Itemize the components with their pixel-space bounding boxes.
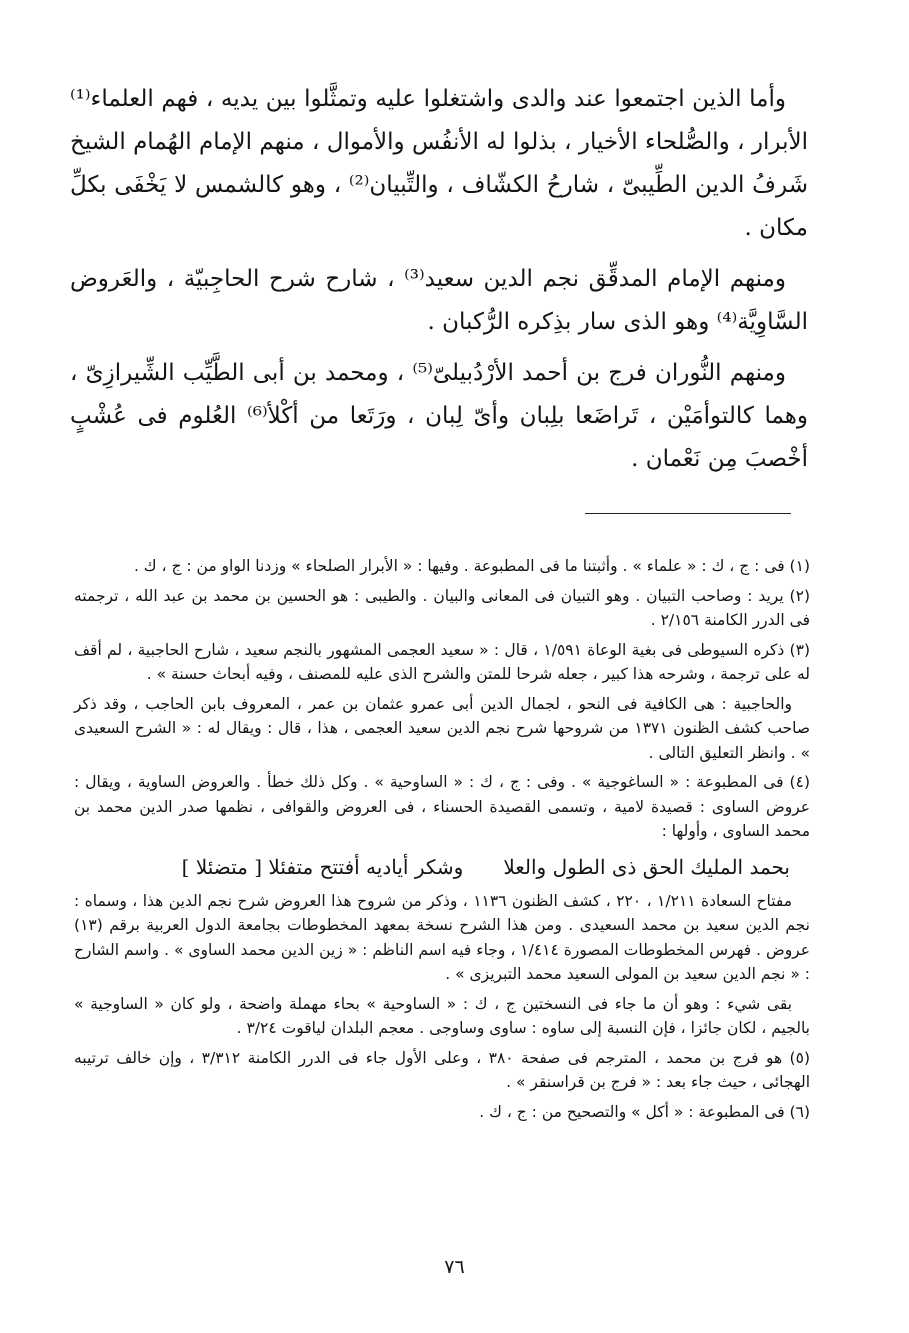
verse-hemistich-second: وشكر أياديه أفتتح متفئلا [ متضئلا ] [181, 854, 464, 879]
footnotes-block [74, 554, 810, 1129]
footnote-1: (١) فى : ج ، ك : « علماء » . وأثبتنا ما فى المطبوعة . وفيها : « الأبرار الصلحاء » وزدنا الواو من : ج ، ك . [133, 557, 810, 575]
main-text-block [70, 78, 808, 489]
verse-hemistich-first: بحمد المليك الحق ذى الطول والعلا [503, 854, 790, 879]
footnote-4-continuation: مفتاح السعادة ١/٢١١ ، ٢٢٠ ، كشف الظنون ١١٣٦ ، وذكر من شروح هذا العروض شرح نجم الدين هذا ، وسماه : نجم الدين سعيد بن محمد السعيدى . ومن هذا الشرح نسخة بمعهد المخطوطات بجامعة الدول العربية برقم (١٣) عروض . فهرس المخطوطات المصورة ١/٤١٤ ، وجاء فيه اسم الناظم : « زين الدين محمد الساوى » . واسم الشارح : « نجم الدين سعيد بن المولى السعيد محمد التبريزى » . [74, 891, 810, 983]
footnote-4-note: بقى شيء : وهو أن ما جاء فى النسختين ج ، ك : « الساوحية » بحاء مهملة واضحة ، ولو كان « الساوجية » بالجيم ، لكان جائزا ، فإن النسبة إلى ساوه : ساوى وساوجى . معجم البلدان لياقوت ٣/٢٤ . [74, 994, 810, 1037]
footnote-3: (٣) ذكره السيوطى فى بغية الوعاة ١/٥٩١ ، قال : « سعيد العجمى المشهور بالنجم سعيد ، شارح الحاجبية ، لم أقف له على ترجمة ، وشرحه هذا كبير ، جعله شرحا للمتن والشرح الذى عليه للمصنف ، وفيه أبحاث حسنة » . [74, 640, 810, 683]
main-paragraph: وأما الذين اجتمعوا عند والدى واشتغلوا عليه وتمثَّلوا بين يديه ، فهم العلماء⁽¹⁾ الأبرار ، والصُّلحاء الأخيار ، بذلوا له الأنفُس والأموال ، منهم الإمام الهُمام الشيخ شَرفُ الدين الطِّيبىّ ، شارحُ الكشّاف ، والتِّبيان⁽²⁾ ، وهو كالشمس لا يَخْفَى بكلِّ مكان . [70, 86, 808, 241]
footnote-5: (٥) هو فرج بن محمد ، المترجم فى صفحة ٣٨٠ ، وعلى الأول جاء فى الدرر الكامنة ٣/٣١٢ ، وإن خالف ترتيبه الهجائى ، حيث جاء بعد : « فرج بن قراسنقر » . [74, 1048, 810, 1091]
footnote-3-continuation: والحاجبية : هى الكافية فى النحو ، لجمال الدين أبى عمرو عثمان بن عمر ، المعروف بابن الحاجب ، وقد ذكر صاحب كشف الظنون ١٣٧١ من شروحها شرح نجم الدين سعيد العجمى ، هذا ، قال : ويقال له : « الشرح السعيدى » . وانظر التعليق التالى . [74, 694, 810, 762]
footnote-2: (٢) يريد : وصاحب التبيان . وهو التبيان فى المعانى والبيان . والطيبى : هو الحسين بن محمد بن عبد الله ، ترجمته فى الدرر الكامنة ٢/١٥٦ . [74, 586, 810, 629]
footnote-divider [585, 513, 791, 514]
page-number: ٧٦ [444, 1256, 465, 1278]
footnote-4: (٤) فى المطبوعة : « الساغوجية » . وفى : ج ، ك : « الساوحية » . وكل ذلك خطأ . والعروض الساوية ، ويقال : عروض الساوى : قصيدة لامية ، وتسمى القصيدة الحسناء ، فى العروض والقوافى ، نظمها صدر الدين محمد بن محمد الساوى ، وأولها : [74, 773, 810, 840]
main-paragraph: ومنهم الإمام المدقِّق نجم الدين سعيد⁽³⁾ ، شارح شرح الحاجِبيّة ، والعَروض السَّاوِيَّة⁽⁴⁾ وهو الذى سار بذِكره الرُّكبان . [70, 266, 808, 335]
main-paragraph: ومنهم النُّوران فرج بن أحمد الأرْدُبيلىّ⁽⁵⁾ ، ومحمد بن أبى الطَّيِّب الشِّيرازِىّ ، وهما كالتوأمَيْن ، تَراضَعا بلِبان وأىّ لِبان ، ورَتَعا من أكْلأ⁽⁶⁾ العُلوم فى عُشْبٍ أخْصبَ مِن نَعْمان . [70, 360, 808, 472]
footnote-6: (٦) فى المطبوعة : « أكل » والتصحيح من : ج ، ك . [479, 1102, 810, 1121]
poetry-verse [74, 849, 810, 885]
